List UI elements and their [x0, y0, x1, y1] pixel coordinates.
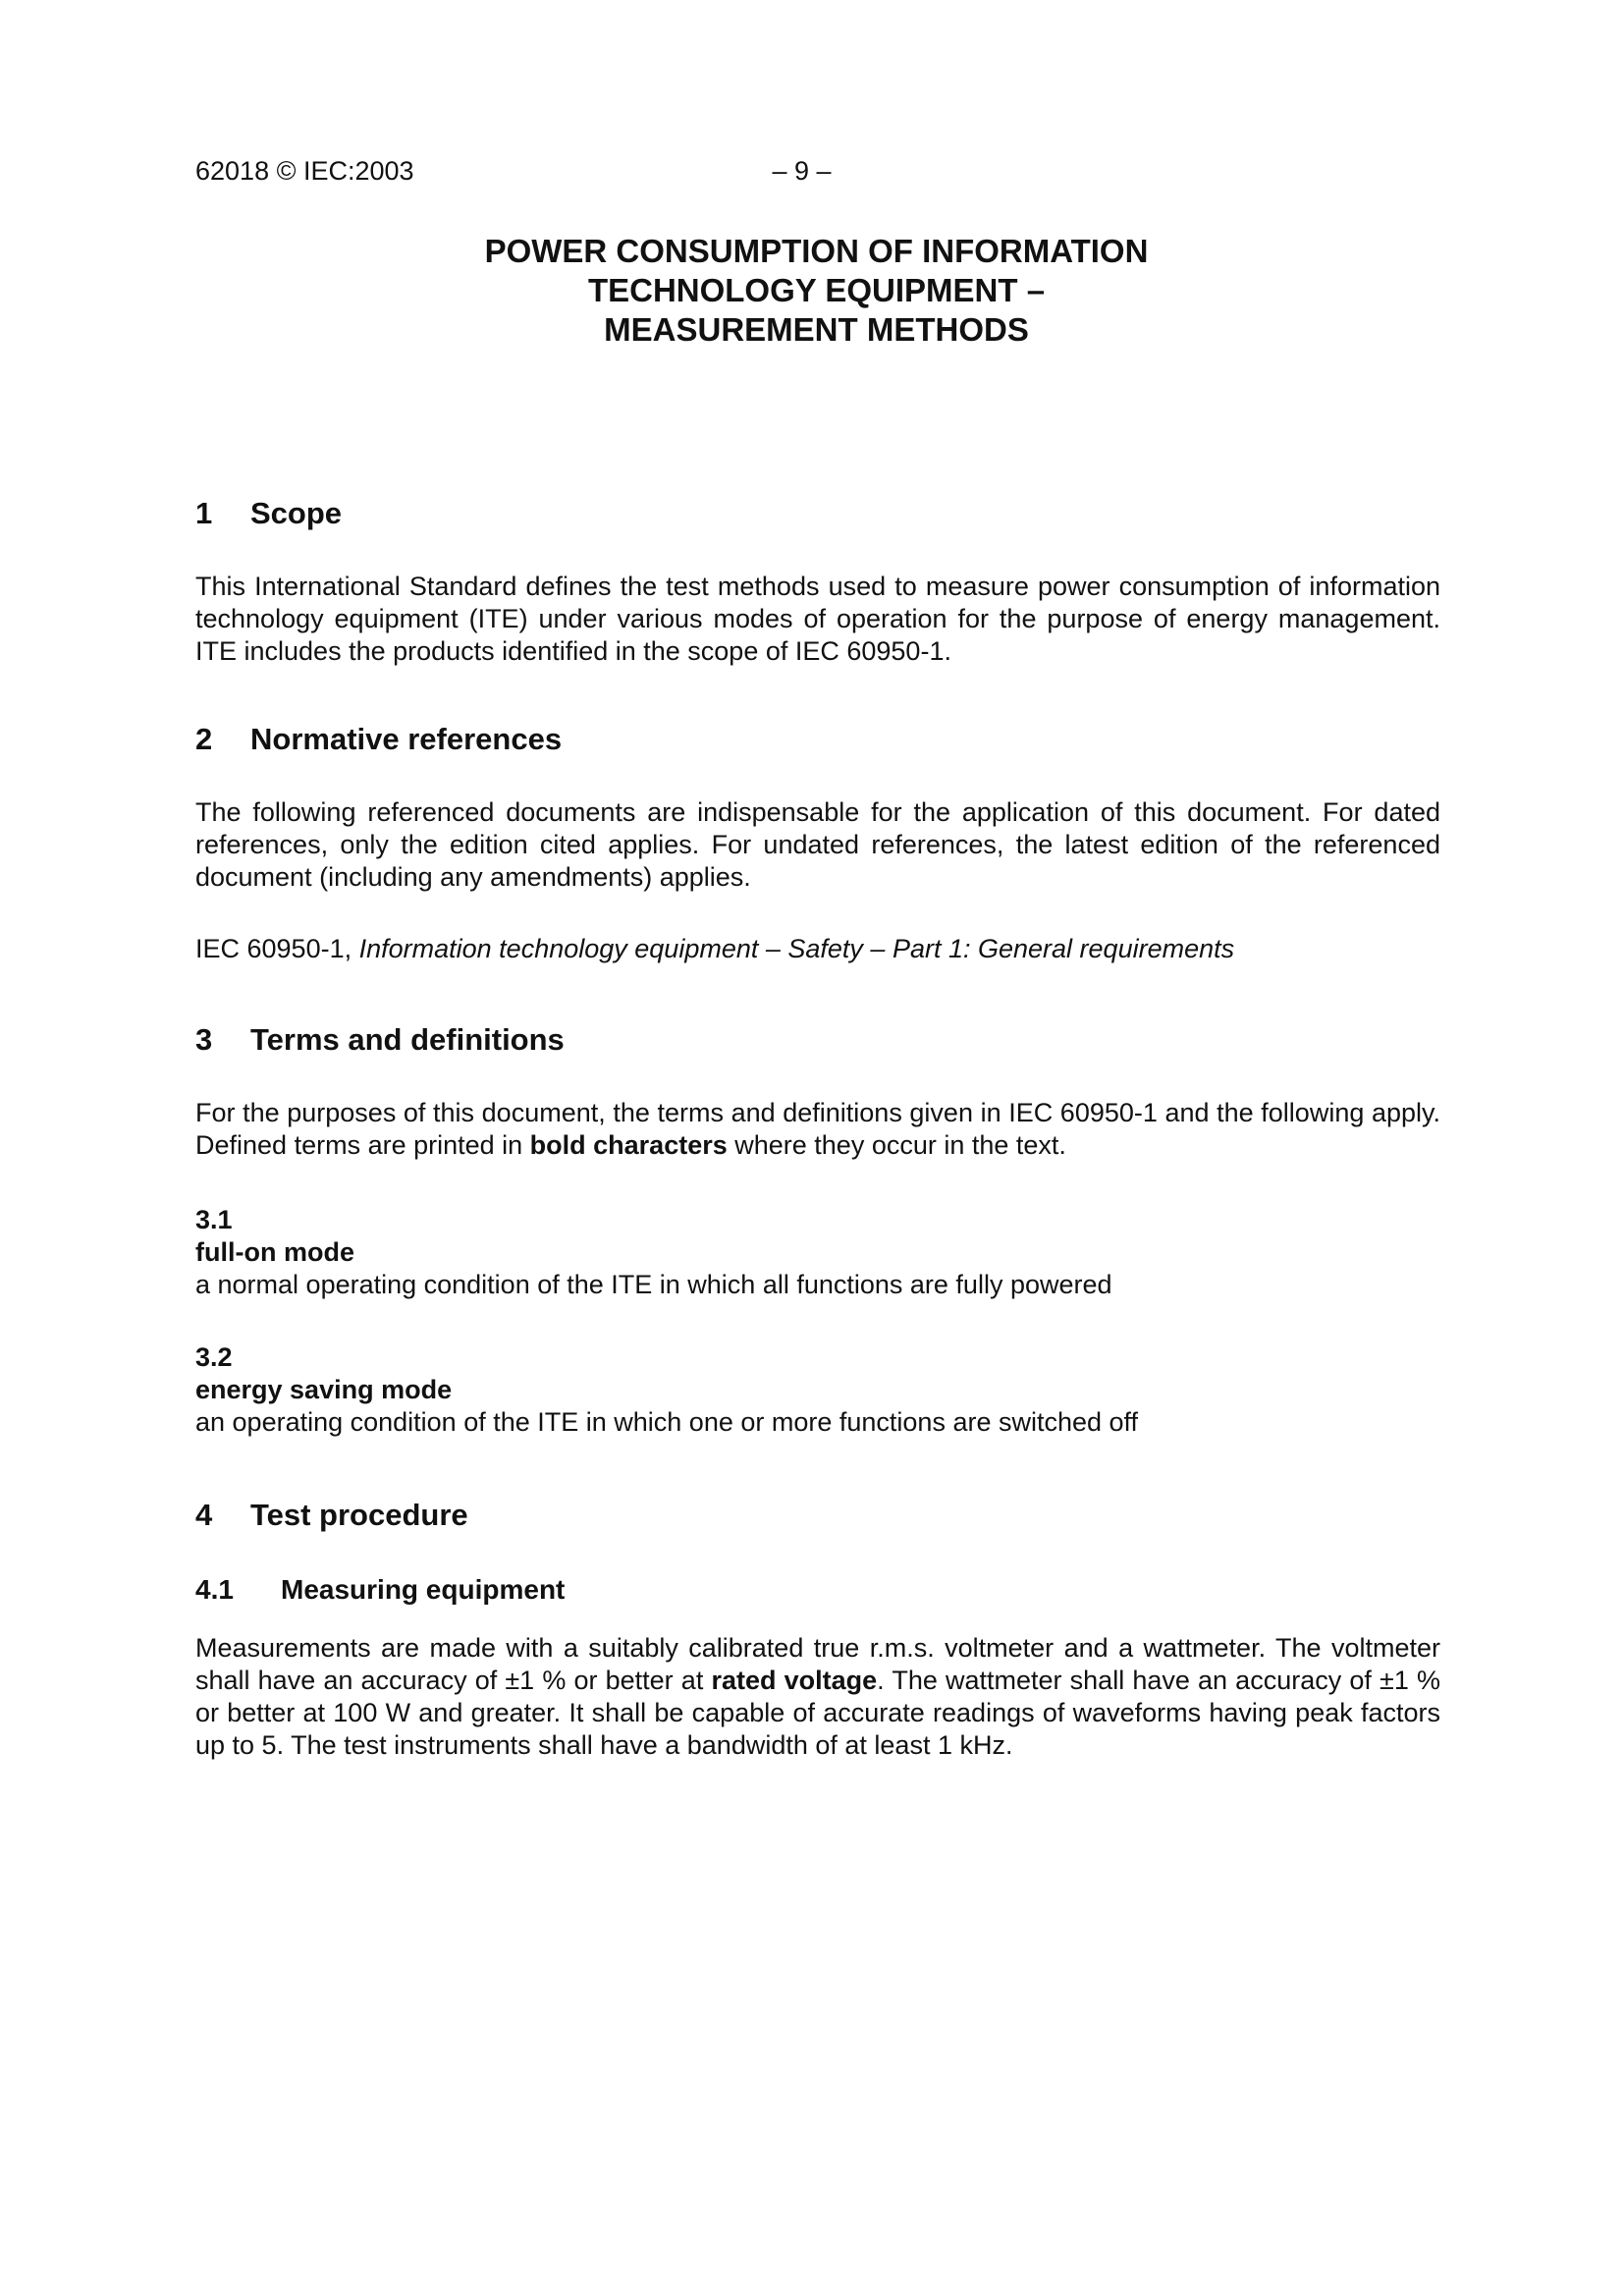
subsection-number: 4.1 [195, 1574, 234, 1605]
measuring-text-before: Measurements are made with a suitably calibrated true r.m.s. voltmeter and a wattmeter. The voltmeter shall have an accuracy of ±1 % or better at [195, 1633, 1440, 1695]
section-terms [195, 1022, 1440, 1058]
term-number: 3.2 [195, 1342, 233, 1372]
terms-paragraph [195, 1097, 1440, 1162]
section-scope [195, 496, 1440, 531]
term-entry [195, 1204, 1440, 1301]
section-title: Terms and definitions [250, 1022, 565, 1057]
title-line-3: MEASUREMENT METHODS [604, 311, 1029, 348]
section-heading [195, 1498, 1440, 1533]
measuring-text-after: . The wattmeter shall have an accuracy of ±1 % or better at 100 W and greater. It shall be capable of accurate readings of waveforms having peak factors up to 5. The test instruments shall have a bandwidth of at least 1 kHz. [195, 1666, 1440, 1760]
section-number: 2 [195, 722, 213, 756]
section-number: 3 [195, 1022, 213, 1057]
term-name: full-on mode [195, 1237, 354, 1267]
terms-text-before: For the purposes of this document, the terms and definitions given in IEC 60950-1 and the following apply. Defined terms are printed in [195, 1098, 1440, 1160]
term-definition: a normal operating condition of the ITE in which all functions are fully powered [195, 1270, 1112, 1299]
term-number: 3.1 [195, 1205, 233, 1234]
term-entry [195, 1341, 1440, 1439]
section-number: 1 [195, 496, 213, 530]
measuring-paragraph-wrap [195, 1632, 1440, 1762]
section-heading [195, 722, 1440, 757]
scope-paragraph: This International Standard defines the test methods used to measure power consumption of information technology equipment (ITE) under various modes of operation for the purpose of energy management. ITE includes the products identified in the scope of IEC 60950-1. [195, 572, 1440, 666]
page-number-wrap [0, 156, 1623, 187]
document-title [0, 232, 1623, 350]
normative-paragraph-wrap [195, 796, 1440, 894]
measuring-text-bold: rated voltage [711, 1666, 878, 1695]
subsection-heading [195, 1574, 1440, 1606]
document-identifier: 62018 © IEC:2003 [195, 156, 414, 186]
normative-paragraph: The following referenced documents are indispensable for the application of this document. For dated references, only the edition cited applies. For undated references, the latest edition of the referenced document (including any amendments) applies. [195, 797, 1440, 892]
measuring-paragraph [195, 1632, 1440, 1762]
term-definition: an operating condition of the ITE in which one or more functions are switched off [195, 1407, 1139, 1437]
section-title: Normative references [250, 722, 563, 756]
page-number: – 9 – [772, 156, 832, 186]
terms-paragraph-wrap [195, 1097, 1440, 1162]
section-normative-references [195, 722, 1440, 757]
reference-title: Information technology equipment – Safety – Part 1: General requirements [358, 934, 1235, 963]
section-heading [195, 496, 1440, 531]
section-number: 4 [195, 1498, 213, 1532]
section-heading [195, 1022, 1440, 1058]
term-name: energy saving mode [195, 1375, 453, 1404]
subsection-title: Measuring equipment [281, 1574, 566, 1605]
normative-reference-wrap [195, 933, 1440, 965]
title-line-1: POWER CONSUMPTION OF INFORMATION [484, 233, 1149, 269]
section-test-procedure [195, 1498, 1440, 1533]
subsection-measuring-equipment [195, 1574, 1440, 1606]
terms-text-after: where they occur in the text. [727, 1130, 1066, 1160]
section-title: Scope [250, 496, 343, 530]
title-line-2: TECHNOLOGY EQUIPMENT – [587, 272, 1046, 308]
terms-text-bold: bold characters [529, 1130, 728, 1160]
normative-reference [195, 933, 1440, 965]
scope-paragraph-wrap [195, 571, 1440, 668]
reference-id: IEC 60950-1, [195, 934, 359, 963]
section-title: Test procedure [250, 1498, 468, 1532]
